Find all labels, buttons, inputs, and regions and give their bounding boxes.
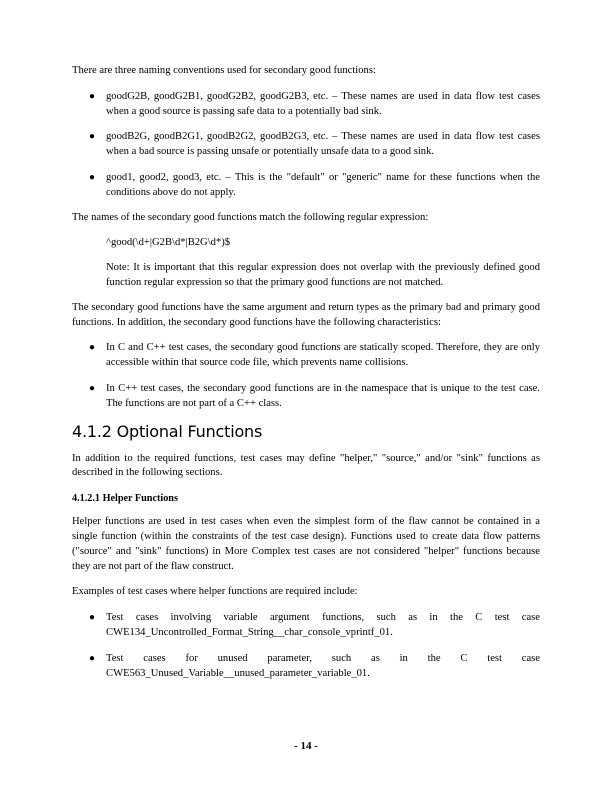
bullet-icon: ● [89, 131, 96, 143]
bullet-icon: ● [89, 382, 96, 394]
list-item: ● Test cases for unused parameter, such as in the C test case CWE563_Unused_Variable__unused_parameter_variable_01. [89, 652, 540, 679]
section-heading: 4.1.2 Optional Functions [72, 421, 263, 441]
list-item: ● Test cases involving variable argument functions, such as in the C test case CWE134_Uncontrolled_Format_String__char_console_vprintf_01. [89, 612, 540, 638]
regex-intro: The names of the secondary good functions match the following regular expression: [72, 211, 429, 223]
bullet-icon: ● [89, 171, 96, 183]
regex-expression: ^good(\d+|G2B\d*|B2G\d*)$ [106, 237, 231, 249]
examples-intro: Examples of test cases where helper functions are required include: [72, 586, 358, 598]
section-intro: In addition to the required functions, test cases may define "helper," "source," and/or "sink" functions as described in the following sections. [72, 452, 540, 479]
characteristics-bullet-list [72, 341, 540, 411]
list-item: ● good1, good2, good3, etc. – This is the "default" or "generic" name for these functions when the conditions above do not apply. [89, 171, 540, 198]
bullet-icon: ● [89, 652, 96, 664]
list-item: ● In C and C++ test cases, the secondary good functions are statically scoped. Therefore, they are only accessible within that source code file, which prevents name collisions. [89, 342, 540, 369]
bullet-icon: ● [89, 90, 96, 102]
helper-paragraph: Helper functions are used in test cases when even the simplest form of the flaw cannot be contained in a single function (within the constraints of the test case design). Functions used to create data flow patterns ("source" and "sink" functions) in More Complex test cases are not considered "helper" functions because they are not part of the flaw construct. [72, 516, 540, 572]
naming-intro: There are three naming conventions used for secondary good functions: [72, 65, 376, 76]
list-item: ● In C++ test cases, the secondary good functions are in the namespace that is unique to the test case. The functions are not part of a C++ class. [89, 382, 540, 409]
list-item: ● goodB2G, goodB2G1, goodB2G2, goodB2G3, etc. – These names are used in data flow test cases when a bad source is passing unsafe or potentially unsafe data to a good sink. [89, 131, 540, 158]
subsection-heading: 4.1.2.1 Helper Functions [72, 493, 178, 505]
naming-bullet-list [72, 90, 540, 201]
examples-bullet-list [72, 611, 540, 681]
bullet-icon: ● [89, 612, 96, 624]
bullet-icon: ● [89, 342, 96, 354]
regex-note: Note: It is important that this regular expression does not overlap with the previously defined good function regular expression so that the primary good functions are not matched. [106, 262, 540, 288]
list-item: ● goodG2B, goodG2B1, goodG2B2, goodG2B3, etc. – These names are used in data flow test cases when a good source is passing safe data to a potentially bad sink. [89, 90, 540, 117]
page-content [72, 64, 540, 691]
characteristics-intro: The secondary good functions have the same argument and return types as the primary bad and primary good functions. In addition, the secondary good functions have the following characteristics: [72, 301, 540, 328]
page-number: - 14 - [294, 740, 318, 752]
